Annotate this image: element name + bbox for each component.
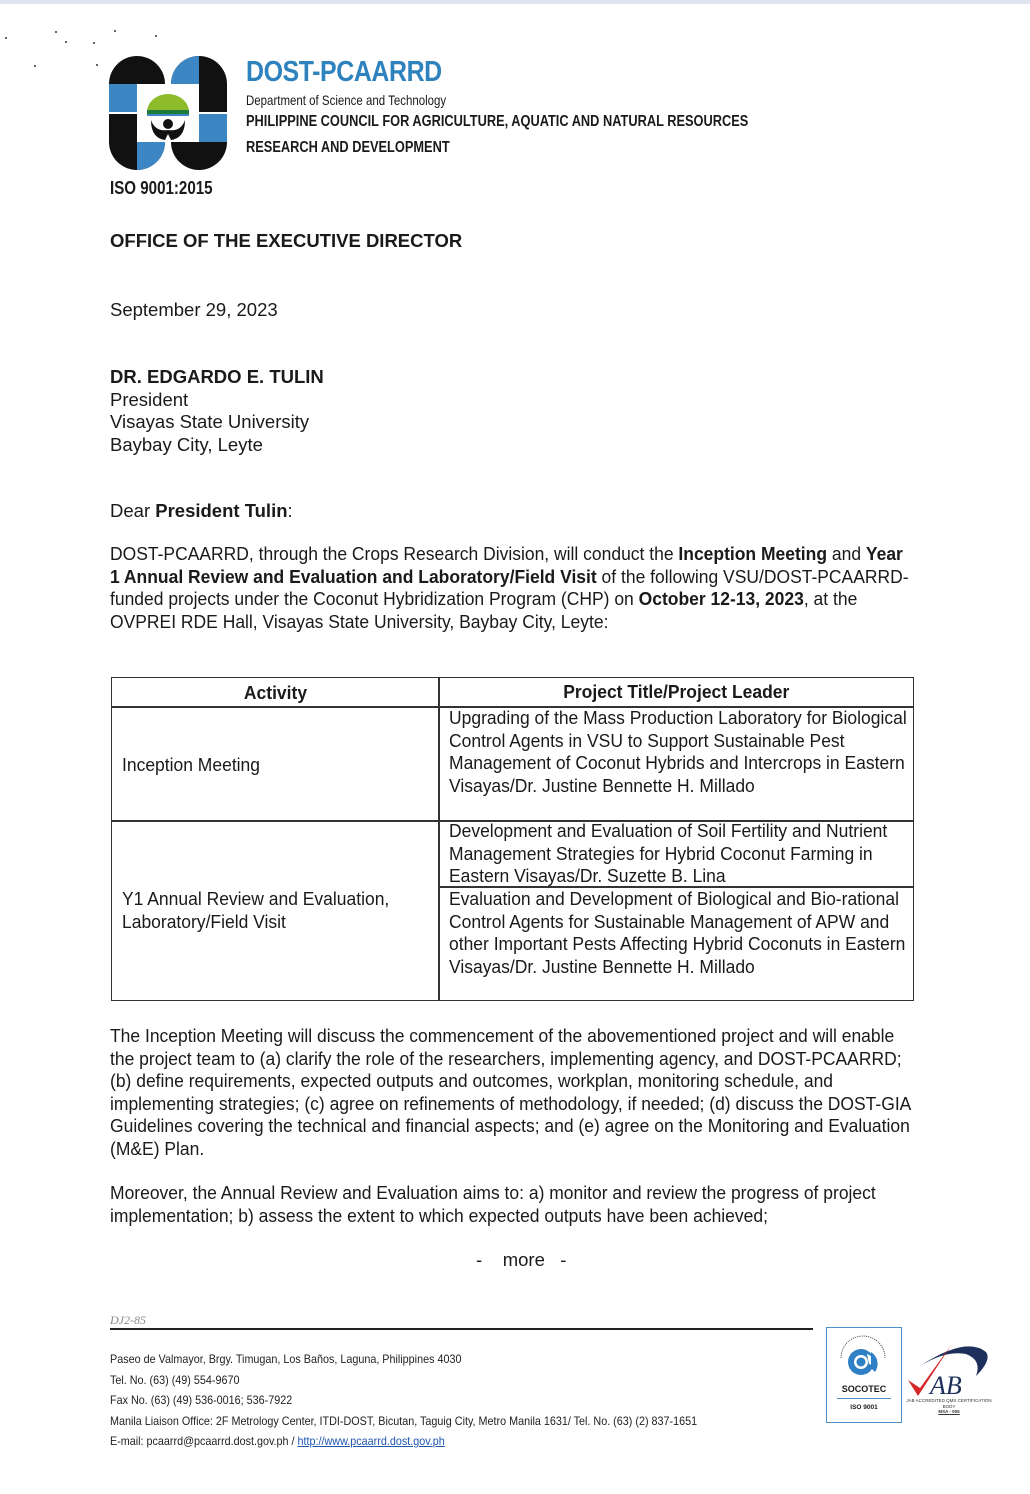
recipient-institution: Visayas State University [110, 411, 310, 432]
footer-fax: Fax No. (63) (49) 536-0016; 536-7922 [110, 1394, 293, 1407]
footer-rule [110, 1328, 813, 1330]
column-divider [438, 678, 440, 1000]
office-heading: OFFICE OF THE EXECUTIVE DIRECTOR [110, 230, 463, 251]
brand-block [246, 54, 749, 156]
scan-speck [5, 37, 7, 39]
bold-text: Year 1 Annual Review and Evaluation and Laboratory/Field Visit [110, 543, 903, 587]
text: , at the OVPREI RDE Hall, Visayas State University, Baybay City, Leyte: [110, 588, 858, 632]
socotec-logo-icon [827, 1328, 900, 1384]
text: of the following VSU/DOST-PCAARRD-funded projects under the Coconut Hybridization Program (CHP) on [110, 565, 909, 610]
footer-tel: Tel. No. (63) (49) 554-9670 [110, 1373, 240, 1387]
review-paragraph: Moreover, the Annual Review and Evaluation aims to: a) monitor and review the progress of project implementation; b) assess the extent to which expected outputs have been achieved; [110, 1182, 876, 1226]
table-header-project: Project Title/Project Leader [563, 681, 790, 702]
activity-table [111, 677, 914, 1001]
socotec-divider [837, 1398, 891, 1399]
socotec-certification-badge [826, 1327, 902, 1423]
website-link[interactable]: http://www.pcaarrd.dost.gov.ph [297, 1435, 445, 1448]
socotec-iso-label: ISO 9001 [850, 1404, 878, 1411]
svg-text:AB: AB [930, 1371, 962, 1400]
table-cell-activity: Inception Meeting [122, 754, 261, 775]
scan-speck [65, 41, 67, 43]
footer-contact [110, 1350, 697, 1453]
bold-text: Inception Meeting [678, 543, 828, 564]
council-name-line2: RESEARCH AND DEVELOPMENT [246, 139, 450, 156]
recipient-block [110, 366, 324, 456]
table-cell-activity: Y1 Annual Review and Evaluation, Laboratory/Field Visit [122, 888, 390, 932]
footer-email-line [110, 1432, 697, 1453]
text: DOST-PCAARRD, through the Crops Research Division, will conduct the [110, 543, 679, 564]
council-name: PHILIPPINE COUNCIL FOR AGRICULTURE, AQUATIC AND NATURAL RESOURCES [246, 113, 749, 130]
recipient-name: DR. EDGARDO E. TULIN [110, 366, 324, 387]
intro-paragraph [110, 543, 913, 633]
socotec-label: SOCOTEC [841, 1384, 887, 1394]
jab-caption [906, 1398, 992, 1415]
recipient-location: Baybay City, Leyte [110, 433, 263, 455]
jab-code: MSA - 005 [938, 1409, 960, 1414]
footer-liaison: Manila Liaison Office: 2F Metrology Center, ITDI-DOST, Bicutan, Taguig City, Metro Manila 1631/ Tel. No. (63) (2) 837-1651 [110, 1414, 698, 1428]
scan-speck [155, 35, 157, 37]
salutation-name: President Tulin [155, 500, 288, 521]
scan-speck [34, 65, 36, 67]
iso-certification: ISO 9001:2015 [110, 178, 213, 198]
recipient-position: President [110, 388, 189, 410]
footer-email: E-mail: pcaarrd@pcaarrd.dost.gov.ph / [110, 1435, 298, 1448]
scan-speck [55, 31, 57, 33]
table-cell-project: Evaluation and Development of Biological and Bio-rational Control Agents for Sustainable Management of APW and other Important Pests Affecting Hybrid Coconuts in Eastern Visayas/Dr. Justine Bennette H. Millado [449, 888, 906, 977]
footer-address: Paseo de Valmayor, Brgy. Timugan, Los Baños, Laguna, Philippines 4030 [110, 1353, 462, 1366]
text: and [827, 543, 866, 564]
table-cell-project: Upgrading of the Mass Production Laboratory for Biological Control Agents in VSU to Support Sustainable Pest Management of Coconut Hybrids and Intercrops in Eastern Visayas/Dr. Justine Bennette H. Millado [449, 707, 907, 796]
event-date: October 12-13, 2023 [638, 588, 804, 610]
table-header-activity: Activity [243, 682, 308, 703]
handwritten-reference: DJ2-85 [110, 1313, 146, 1327]
jab-caption-text: JAB ACCREDITED QMS CERTIFICATION BODY [906, 1398, 992, 1409]
inception-paragraph: The Inception Meeting will discuss the commencement of the abovementioned project and will enable the project team to (a) clarify the role of the researchers, implementing agency, and DOST-PCAARRD; (b) define requirements, expected outputs and outcomes, workplan, monitoring schedule, and implementing strategies; (c) agree on refinements of methodology, if needed; (d) discuss the DOST-GIA Guidelines covering the technical and financial aspects; and (e) agree on the Monitoring and Evaluation (M&E) Plan. [110, 1025, 911, 1159]
department-name: Department of Science and Technology [246, 92, 447, 108]
salutation [110, 500, 293, 522]
pcaarrd-logo-icon [107, 54, 229, 172]
scan-speck [93, 42, 95, 44]
salutation-prefix: Dear [110, 500, 156, 521]
salutation-suffix: : [287, 500, 293, 521]
continuation-marker: - more - [476, 1249, 567, 1270]
scan-top-edge [0, 0, 1030, 4]
scan-speck [96, 64, 98, 66]
scan-speck [114, 30, 116, 32]
table-cell-project: Development and Evaluation of Soil Fertility and Nutrient Management Strategies for Hybrid Coconut Farming in Eastern Visayas/Dr. Suzette B. Lina [449, 820, 888, 887]
letter-date: September 29, 2023 [110, 299, 278, 320]
org-acronym: DOST-PCAARRD [246, 56, 442, 88]
